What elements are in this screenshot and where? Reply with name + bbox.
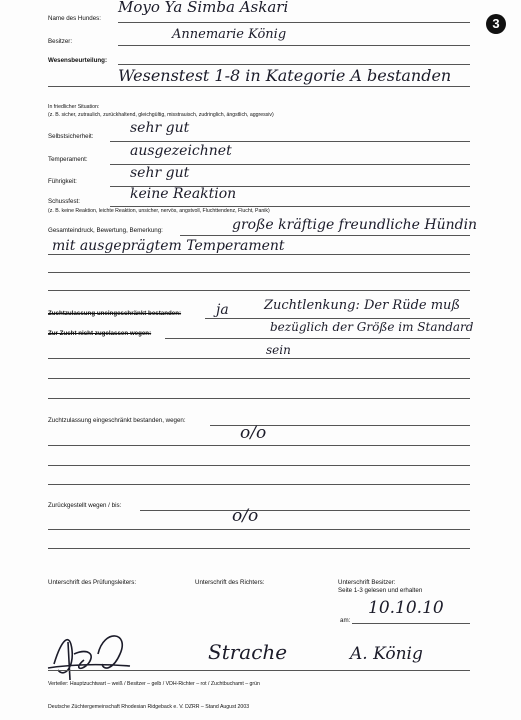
breeding-rule-5 xyxy=(48,398,470,399)
assessment-rule-2 xyxy=(48,86,470,87)
date-rule xyxy=(352,623,470,624)
judge-signature-label: Unterschrift des Richters: xyxy=(195,579,265,586)
restricted-rule-3 xyxy=(48,465,470,466)
deferred-rule-3 xyxy=(48,548,470,549)
date-value: 10.10.10 xyxy=(368,598,444,618)
assessment-value: Wesenstest 1-8 in Kategorie A bestanden xyxy=(118,66,452,85)
temperament-value: ausgezeichnet xyxy=(130,143,232,159)
overall-rule-3 xyxy=(48,272,470,273)
overall-label: Gesamteindruck, Bewertung, Bemerkung: xyxy=(48,227,163,234)
restricted-breeding-value: o/o xyxy=(240,423,267,443)
unrestricted-rule xyxy=(205,318,470,319)
breeding-rule-3 xyxy=(48,358,470,359)
overall-rule-1 xyxy=(180,235,470,236)
owner-value: Annemarie König xyxy=(172,27,287,42)
unrestricted-breeding-answer: ja xyxy=(216,302,229,318)
restricted-breeding-label: Zuchtzulassung eingeschränkt bestanden, wegen: xyxy=(48,417,186,424)
breeding-note-line3: sein xyxy=(266,343,291,357)
dog-name-value: Moyo Ya Simba Askari xyxy=(118,0,289,16)
restricted-rule-2 xyxy=(48,445,470,446)
owner-signature-label: Unterschrift Besitzer: xyxy=(338,579,396,586)
owner-rule xyxy=(118,45,470,46)
deferred-rule-1 xyxy=(140,510,470,511)
overall-value-line2: mit ausgeprägtem Temperament xyxy=(52,238,285,254)
deferred-rule-2 xyxy=(48,529,470,530)
deferred-label: Zurückgestellt wegen / bis: xyxy=(48,502,122,509)
examiner-signature-label: Unterschrift des Prüfungsleiters: xyxy=(48,579,137,586)
gunshot-value: keine Reaktion xyxy=(130,186,237,202)
signature-rule xyxy=(48,670,470,671)
self-confidence-label: Selbstsicherheit: xyxy=(48,133,94,140)
page-number-badge: 3 xyxy=(486,14,506,34)
gunshot-label: Schussfest: xyxy=(48,198,80,205)
owner-signature-note: Seite 1-3 gelesen und erhalten xyxy=(338,587,423,594)
breeding-note-line2: bezüglich der Größe im Standard xyxy=(270,320,474,334)
gunshot-hint: (z. B. keine Reaktion, leichte Reaktion, unsicher, nervös, angstvoll, Fluchttendenz, Flucht, Panik) xyxy=(48,208,270,214)
peaceful-heading: In friedlicher Situation: xyxy=(48,104,100,110)
distribution-note: Verteiler: Hauptzuchtwart – weiß / Besitzer – gelb / VDH-Richter – rot / Zuchtbuchamt – grün xyxy=(48,681,260,687)
temperament-label: Temperament: xyxy=(48,156,88,163)
assessment-title: Wesensbeurteilung: xyxy=(48,57,108,64)
date-label: am: xyxy=(340,617,351,624)
not-admitted-label: Zur Zucht nicht zugelassen wegen: xyxy=(48,330,152,337)
overall-rule-2 xyxy=(48,254,470,255)
deferred-value: o/o xyxy=(232,506,259,526)
organization-footer: Deutsche Züchtergemeinschaft Rhodesian Ridgeback e. V. DZRR – Stand August 2003 xyxy=(48,704,250,710)
gunshot-rule xyxy=(110,206,470,207)
examiner-signature xyxy=(44,624,134,684)
dog-name-label: Name des Hundes: xyxy=(48,15,101,22)
breeding-rule-4 xyxy=(48,378,470,379)
judge-signature: Strache xyxy=(208,640,288,664)
assessment-rule-1 xyxy=(118,64,470,65)
handling-value: sehr gut xyxy=(130,165,190,181)
self-confidence-value: sehr gut xyxy=(130,120,190,136)
owner-signature: A. König xyxy=(350,644,423,664)
dog-name-rule xyxy=(118,22,470,23)
overall-value-line1: große kräftige freundliche Hündin xyxy=(232,217,478,233)
peaceful-hint: (z. B. sicher, zutraulich, zurückhaltend, gleichgültig, misstrauisch, zudringlich, ängstlich, aggressiv) xyxy=(48,112,274,118)
restricted-rule-4 xyxy=(48,484,470,485)
not-admitted-rule xyxy=(165,338,470,339)
unrestricted-breeding-label: Zuchtzulassung uneingeschränkt bestanden: xyxy=(48,310,182,317)
overall-rule-4 xyxy=(48,290,470,291)
owner-label: Besitzer: xyxy=(48,38,73,45)
breeding-note-line1: Zuchtlenkung: Der Rüde muß xyxy=(264,298,461,313)
handling-label: Führigkeit: xyxy=(48,178,77,185)
self-confidence-rule xyxy=(110,141,470,142)
